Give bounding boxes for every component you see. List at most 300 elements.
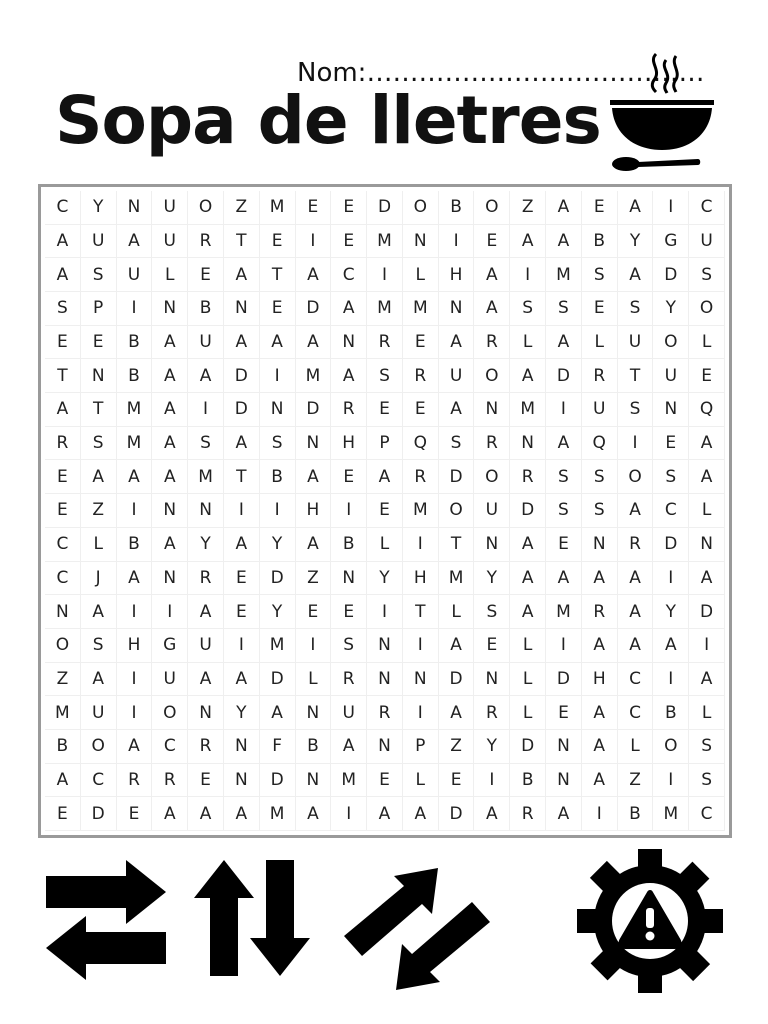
- grid-cell[interactable]: M: [260, 191, 296, 225]
- grid-cell[interactable]: S: [546, 494, 582, 528]
- grid-cell[interactable]: R: [510, 797, 546, 831]
- grid-cell[interactable]: E: [689, 359, 725, 393]
- grid-cell[interactable]: A: [546, 191, 582, 225]
- grid-cell[interactable]: Y: [653, 292, 689, 326]
- grid-cell[interactable]: M: [653, 797, 689, 831]
- grid-cell[interactable]: A: [224, 797, 260, 831]
- grid-cell[interactable]: R: [45, 427, 81, 461]
- grid-cell[interactable]: U: [152, 663, 188, 697]
- grid-cell[interactable]: D: [260, 663, 296, 697]
- grid-cell[interactable]: A: [152, 460, 188, 494]
- grid-cell[interactable]: A: [510, 562, 546, 596]
- grid-cell[interactable]: E: [474, 225, 510, 259]
- grid-cell[interactable]: A: [152, 427, 188, 461]
- grid-cell[interactable]: O: [618, 460, 654, 494]
- grid-cell[interactable]: A: [403, 797, 439, 831]
- grid-cell[interactable]: S: [331, 629, 367, 663]
- grid-cell[interactable]: T: [45, 359, 81, 393]
- grid-cell[interactable]: O: [403, 191, 439, 225]
- grid-cell[interactable]: E: [81, 326, 117, 360]
- grid-cell[interactable]: A: [224, 326, 260, 360]
- grid-cell[interactable]: D: [439, 460, 475, 494]
- grid-cell[interactable]: A: [152, 528, 188, 562]
- grid-cell[interactable]: I: [367, 258, 403, 292]
- grid-cell[interactable]: M: [188, 460, 224, 494]
- grid-cell[interactable]: D: [260, 764, 296, 798]
- grid-cell[interactable]: M: [367, 225, 403, 259]
- grid-cell[interactable]: A: [152, 326, 188, 360]
- grid-cell[interactable]: P: [81, 292, 117, 326]
- grid-cell[interactable]: A: [45, 225, 81, 259]
- grid-cell[interactable]: I: [117, 595, 153, 629]
- grid-cell[interactable]: C: [45, 562, 81, 596]
- grid-cell[interactable]: E: [546, 528, 582, 562]
- grid-cell[interactable]: A: [510, 225, 546, 259]
- grid-cell[interactable]: Y: [367, 562, 403, 596]
- grid-cell[interactable]: A: [117, 562, 153, 596]
- grid-cell[interactable]: A: [618, 595, 654, 629]
- grid-cell[interactable]: I: [653, 562, 689, 596]
- grid-cell[interactable]: Y: [260, 595, 296, 629]
- grid-cell[interactable]: O: [653, 326, 689, 360]
- grid-cell[interactable]: S: [81, 427, 117, 461]
- grid-cell[interactable]: B: [45, 730, 81, 764]
- grid-cell[interactable]: E: [439, 764, 475, 798]
- grid-cell[interactable]: R: [403, 460, 439, 494]
- grid-cell[interactable]: S: [618, 292, 654, 326]
- grid-cell[interactable]: I: [403, 528, 439, 562]
- grid-cell[interactable]: A: [45, 258, 81, 292]
- grid-cell[interactable]: I: [117, 292, 153, 326]
- grid-cell[interactable]: D: [224, 359, 260, 393]
- grid-cell[interactable]: N: [474, 393, 510, 427]
- grid-cell[interactable]: U: [81, 696, 117, 730]
- grid-cell[interactable]: R: [582, 595, 618, 629]
- grid-cell[interactable]: A: [439, 696, 475, 730]
- grid-cell[interactable]: D: [439, 663, 475, 697]
- grid-cell[interactable]: Z: [224, 191, 260, 225]
- grid-cell[interactable]: N: [331, 326, 367, 360]
- grid-cell[interactable]: N: [152, 292, 188, 326]
- grid-cell[interactable]: A: [117, 460, 153, 494]
- grid-cell[interactable]: E: [45, 797, 81, 831]
- grid-cell[interactable]: N: [367, 629, 403, 663]
- grid-cell[interactable]: R: [367, 326, 403, 360]
- grid-cell[interactable]: A: [546, 797, 582, 831]
- grid-cell[interactable]: I: [117, 696, 153, 730]
- grid-cell[interactable]: I: [331, 797, 367, 831]
- swap-horizontal-arrows-icon[interactable]: [44, 858, 168, 982]
- grid-cell[interactable]: I: [260, 359, 296, 393]
- grid-cell[interactable]: E: [117, 797, 153, 831]
- grid-cell[interactable]: A: [367, 460, 403, 494]
- grid-cell[interactable]: B: [117, 326, 153, 360]
- grid-cell[interactable]: U: [117, 258, 153, 292]
- grid-cell[interactable]: N: [224, 730, 260, 764]
- grid-cell[interactable]: N: [474, 663, 510, 697]
- grid-cell[interactable]: A: [474, 258, 510, 292]
- grid-cell[interactable]: N: [152, 494, 188, 528]
- grid-cell[interactable]: I: [510, 258, 546, 292]
- grid-cell[interactable]: A: [618, 191, 654, 225]
- grid-cell[interactable]: E: [188, 764, 224, 798]
- grid-cell[interactable]: N: [188, 696, 224, 730]
- grid-cell[interactable]: A: [188, 359, 224, 393]
- grid-cell[interactable]: A: [689, 460, 725, 494]
- grid-cell[interactable]: N: [117, 191, 153, 225]
- grid-cell[interactable]: O: [653, 730, 689, 764]
- grid-cell[interactable]: E: [582, 292, 618, 326]
- grid-cell[interactable]: F: [260, 730, 296, 764]
- grid-cell[interactable]: U: [152, 225, 188, 259]
- grid-cell[interactable]: S: [689, 258, 725, 292]
- grid-cell[interactable]: T: [260, 258, 296, 292]
- grid-cell[interactable]: D: [546, 359, 582, 393]
- grid-cell[interactable]: A: [582, 629, 618, 663]
- grid-cell[interactable]: R: [582, 359, 618, 393]
- grid-cell[interactable]: T: [403, 595, 439, 629]
- grid-cell[interactable]: I: [296, 629, 332, 663]
- grid-cell[interactable]: B: [582, 225, 618, 259]
- grid-cell[interactable]: Y: [618, 225, 654, 259]
- grid-cell[interactable]: A: [510, 359, 546, 393]
- grid-cell[interactable]: Y: [260, 528, 296, 562]
- grid-cell[interactable]: S: [653, 460, 689, 494]
- grid-cell[interactable]: Y: [474, 730, 510, 764]
- grid-cell[interactable]: E: [653, 427, 689, 461]
- grid-cell[interactable]: N: [260, 393, 296, 427]
- grid-cell[interactable]: L: [439, 595, 475, 629]
- grid-cell[interactable]: N: [510, 427, 546, 461]
- grid-cell[interactable]: A: [546, 562, 582, 596]
- grid-cell[interactable]: A: [188, 595, 224, 629]
- grid-cell[interactable]: C: [618, 663, 654, 697]
- grid-cell[interactable]: R: [618, 528, 654, 562]
- grid-cell[interactable]: S: [689, 730, 725, 764]
- grid-cell[interactable]: A: [510, 528, 546, 562]
- grid-cell[interactable]: D: [367, 191, 403, 225]
- grid-cell[interactable]: I: [653, 191, 689, 225]
- grid-cell[interactable]: C: [45, 528, 81, 562]
- grid-cell[interactable]: Y: [81, 191, 117, 225]
- grid-cell[interactable]: S: [367, 359, 403, 393]
- grid-cell[interactable]: A: [546, 427, 582, 461]
- grid-cell[interactable]: Z: [618, 764, 654, 798]
- grid-cell[interactable]: M: [439, 562, 475, 596]
- grid-cell[interactable]: A: [546, 326, 582, 360]
- grid-cell[interactable]: N: [296, 427, 332, 461]
- grid-cell[interactable]: U: [582, 393, 618, 427]
- grid-cell[interactable]: R: [474, 696, 510, 730]
- grid-cell[interactable]: A: [224, 663, 260, 697]
- grid-cell[interactable]: E: [260, 292, 296, 326]
- grid-cell[interactable]: R: [367, 696, 403, 730]
- grid-cell[interactable]: B: [260, 460, 296, 494]
- grid-cell[interactable]: U: [331, 696, 367, 730]
- grid-cell[interactable]: U: [81, 225, 117, 259]
- grid-cell[interactable]: U: [689, 225, 725, 259]
- grid-cell[interactable]: B: [618, 797, 654, 831]
- grid-cell[interactable]: A: [439, 629, 475, 663]
- grid-cell[interactable]: A: [188, 797, 224, 831]
- grid-cell[interactable]: R: [474, 427, 510, 461]
- grid-cell[interactable]: B: [331, 528, 367, 562]
- grid-cell[interactable]: B: [117, 528, 153, 562]
- grid-cell[interactable]: E: [582, 191, 618, 225]
- grid-cell[interactable]: S: [582, 460, 618, 494]
- grid-cell[interactable]: I: [403, 696, 439, 730]
- grid-cell[interactable]: A: [81, 460, 117, 494]
- swap-vertical-arrows-icon[interactable]: [192, 858, 312, 978]
- grid-cell[interactable]: I: [403, 629, 439, 663]
- grid-cell[interactable]: L: [81, 528, 117, 562]
- grid-cell[interactable]: N: [474, 528, 510, 562]
- grid-cell[interactable]: O: [689, 292, 725, 326]
- grid-cell[interactable]: Q: [582, 427, 618, 461]
- grid-cell[interactable]: T: [224, 225, 260, 259]
- grid-cell[interactable]: A: [582, 730, 618, 764]
- grid-cell[interactable]: U: [474, 494, 510, 528]
- grid-cell[interactable]: C: [689, 797, 725, 831]
- grid-cell[interactable]: I: [546, 629, 582, 663]
- grid-cell[interactable]: B: [188, 292, 224, 326]
- grid-cell[interactable]: C: [81, 764, 117, 798]
- grid-cell[interactable]: A: [152, 797, 188, 831]
- grid-cell[interactable]: N: [367, 663, 403, 697]
- grid-cell[interactable]: N: [689, 528, 725, 562]
- grid-cell[interactable]: A: [45, 764, 81, 798]
- grid-cell[interactable]: L: [367, 528, 403, 562]
- grid-cell[interactable]: D: [439, 797, 475, 831]
- grid-cell[interactable]: H: [439, 258, 475, 292]
- grid-cell[interactable]: A: [689, 562, 725, 596]
- grid-cell[interactable]: O: [81, 730, 117, 764]
- grid-cell[interactable]: Y: [474, 562, 510, 596]
- grid-cell[interactable]: T: [81, 393, 117, 427]
- grid-cell[interactable]: A: [474, 797, 510, 831]
- grid-cell[interactable]: I: [439, 225, 475, 259]
- swap-diagonal-arrows-icon[interactable]: [338, 866, 496, 992]
- grid-cell[interactable]: S: [689, 764, 725, 798]
- grid-cell[interactable]: C: [653, 494, 689, 528]
- grid-cell[interactable]: A: [224, 528, 260, 562]
- grid-cell[interactable]: L: [510, 326, 546, 360]
- grid-cell[interactable]: D: [546, 663, 582, 697]
- grid-cell[interactable]: R: [510, 460, 546, 494]
- grid-cell[interactable]: N: [224, 292, 260, 326]
- grid-cell[interactable]: M: [546, 595, 582, 629]
- grid-cell[interactable]: A: [117, 730, 153, 764]
- grid-cell[interactable]: C: [152, 730, 188, 764]
- grid-cell[interactable]: Z: [296, 562, 332, 596]
- grid-cell[interactable]: N: [188, 494, 224, 528]
- grid-cell[interactable]: L: [582, 326, 618, 360]
- grid-cell[interactable]: D: [81, 797, 117, 831]
- grid-cell[interactable]: L: [510, 629, 546, 663]
- grid-cell[interactable]: L: [510, 663, 546, 697]
- grid-cell[interactable]: E: [188, 258, 224, 292]
- grid-cell[interactable]: Z: [510, 191, 546, 225]
- grid-cell[interactable]: Y: [653, 595, 689, 629]
- grid-cell[interactable]: N: [152, 562, 188, 596]
- grid-cell[interactable]: G: [152, 629, 188, 663]
- grid-cell[interactable]: S: [546, 292, 582, 326]
- grid-cell[interactable]: A: [439, 393, 475, 427]
- grid-cell[interactable]: Q: [689, 393, 725, 427]
- grid-cell[interactable]: I: [331, 494, 367, 528]
- grid-cell[interactable]: A: [152, 393, 188, 427]
- grid-cell[interactable]: S: [582, 494, 618, 528]
- grid-cell[interactable]: B: [117, 359, 153, 393]
- grid-cell[interactable]: E: [224, 562, 260, 596]
- grid-cell[interactable]: I: [224, 629, 260, 663]
- grid-cell[interactable]: S: [510, 292, 546, 326]
- grid-cell[interactable]: N: [582, 528, 618, 562]
- grid-cell[interactable]: A: [618, 629, 654, 663]
- grid-cell[interactable]: N: [546, 764, 582, 798]
- grid-cell[interactable]: O: [188, 191, 224, 225]
- grid-cell[interactable]: L: [403, 258, 439, 292]
- grid-cell[interactable]: E: [331, 191, 367, 225]
- grid-cell[interactable]: L: [152, 258, 188, 292]
- grid-cell[interactable]: M: [260, 797, 296, 831]
- grid-cell[interactable]: E: [367, 393, 403, 427]
- grid-cell[interactable]: R: [474, 326, 510, 360]
- grid-cell[interactable]: I: [367, 595, 403, 629]
- grid-cell[interactable]: I: [296, 225, 332, 259]
- grid-cell[interactable]: S: [45, 292, 81, 326]
- name-field[interactable]: Nom:…………………………………: [297, 58, 705, 88]
- grid-cell[interactable]: D: [224, 393, 260, 427]
- grid-cell[interactable]: L: [689, 696, 725, 730]
- grid-cell[interactable]: S: [188, 427, 224, 461]
- grid-cell[interactable]: M: [403, 292, 439, 326]
- grid-cell[interactable]: D: [296, 393, 332, 427]
- grid-cell[interactable]: E: [403, 393, 439, 427]
- grid-cell[interactable]: R: [188, 562, 224, 596]
- grid-cell[interactable]: A: [296, 460, 332, 494]
- grid-cell[interactable]: S: [582, 258, 618, 292]
- grid-cell[interactable]: J: [81, 562, 117, 596]
- grid-cell[interactable]: T: [224, 460, 260, 494]
- grid-cell[interactable]: A: [582, 764, 618, 798]
- grid-cell[interactable]: A: [224, 427, 260, 461]
- grid-cell[interactable]: S: [81, 258, 117, 292]
- grid-cell[interactable]: I: [117, 494, 153, 528]
- grid-cell[interactable]: D: [510, 730, 546, 764]
- grid-cell[interactable]: A: [474, 292, 510, 326]
- grid-cell[interactable]: E: [367, 494, 403, 528]
- grid-cell[interactable]: H: [296, 494, 332, 528]
- grid-cell[interactable]: M: [117, 427, 153, 461]
- grid-cell[interactable]: A: [152, 359, 188, 393]
- grid-cell[interactable]: O: [474, 460, 510, 494]
- grid-cell[interactable]: E: [403, 326, 439, 360]
- grid-cell[interactable]: L: [403, 764, 439, 798]
- grid-cell[interactable]: E: [296, 595, 332, 629]
- grid-cell[interactable]: D: [510, 494, 546, 528]
- grid-cell[interactable]: O: [152, 696, 188, 730]
- grid-cell[interactable]: E: [45, 460, 81, 494]
- grid-cell[interactable]: A: [510, 595, 546, 629]
- grid-cell[interactable]: T: [439, 528, 475, 562]
- grid-cell[interactable]: I: [474, 764, 510, 798]
- grid-cell[interactable]: O: [439, 494, 475, 528]
- grid-cell[interactable]: N: [403, 663, 439, 697]
- grid-cell[interactable]: D: [653, 528, 689, 562]
- grid-cell[interactable]: H: [403, 562, 439, 596]
- grid-cell[interactable]: M: [117, 393, 153, 427]
- grid-cell[interactable]: L: [689, 326, 725, 360]
- grid-cell[interactable]: A: [618, 258, 654, 292]
- grid-cell[interactable]: I: [618, 427, 654, 461]
- grid-cell[interactable]: O: [474, 191, 510, 225]
- grid-cell[interactable]: Y: [188, 528, 224, 562]
- grid-cell[interactable]: S: [260, 427, 296, 461]
- grid-cell[interactable]: A: [260, 696, 296, 730]
- grid-cell[interactable]: I: [224, 494, 260, 528]
- grid-cell[interactable]: M: [546, 258, 582, 292]
- grid-cell[interactable]: H: [331, 427, 367, 461]
- grid-cell[interactable]: L: [618, 730, 654, 764]
- grid-cell[interactable]: Y: [224, 696, 260, 730]
- grid-cell[interactable]: A: [296, 528, 332, 562]
- grid-cell[interactable]: I: [653, 764, 689, 798]
- grid-cell[interactable]: E: [331, 225, 367, 259]
- grid-cell[interactable]: E: [260, 225, 296, 259]
- grid-cell[interactable]: A: [618, 562, 654, 596]
- grid-cell[interactable]: R: [331, 663, 367, 697]
- grid-cell[interactable]: U: [439, 359, 475, 393]
- grid-cell[interactable]: R: [331, 393, 367, 427]
- grid-cell[interactable]: N: [81, 359, 117, 393]
- letter-grid[interactable]: [45, 191, 725, 831]
- grid-cell[interactable]: I: [582, 797, 618, 831]
- grid-cell[interactable]: H: [117, 629, 153, 663]
- grid-cell[interactable]: E: [45, 494, 81, 528]
- grid-cell[interactable]: B: [439, 191, 475, 225]
- grid-cell[interactable]: A: [689, 427, 725, 461]
- grid-cell[interactable]: A: [331, 359, 367, 393]
- grid-cell[interactable]: A: [296, 797, 332, 831]
- grid-cell[interactable]: L: [296, 663, 332, 697]
- grid-cell[interactable]: L: [689, 494, 725, 528]
- grid-cell[interactable]: C: [618, 696, 654, 730]
- grid-cell[interactable]: A: [117, 225, 153, 259]
- grid-cell[interactable]: I: [689, 629, 725, 663]
- grid-cell[interactable]: I: [260, 494, 296, 528]
- grid-cell[interactable]: S: [81, 629, 117, 663]
- grid-cell[interactable]: P: [403, 730, 439, 764]
- grid-cell[interactable]: M: [510, 393, 546, 427]
- grid-cell[interactable]: N: [45, 595, 81, 629]
- grid-cell[interactable]: N: [653, 393, 689, 427]
- grid-cell[interactable]: R: [403, 359, 439, 393]
- grid-cell[interactable]: A: [188, 663, 224, 697]
- grid-cell[interactable]: H: [582, 663, 618, 697]
- grid-cell[interactable]: A: [689, 663, 725, 697]
- grid-cell[interactable]: A: [81, 595, 117, 629]
- grid-cell[interactable]: I: [653, 663, 689, 697]
- grid-cell[interactable]: A: [367, 797, 403, 831]
- grid-cell[interactable]: B: [510, 764, 546, 798]
- grid-cell[interactable]: A: [439, 326, 475, 360]
- grid-cell[interactable]: N: [439, 292, 475, 326]
- grid-cell[interactable]: A: [331, 730, 367, 764]
- grid-cell[interactable]: A: [582, 696, 618, 730]
- grid-cell[interactable]: R: [117, 764, 153, 798]
- grid-cell[interactable]: A: [582, 562, 618, 596]
